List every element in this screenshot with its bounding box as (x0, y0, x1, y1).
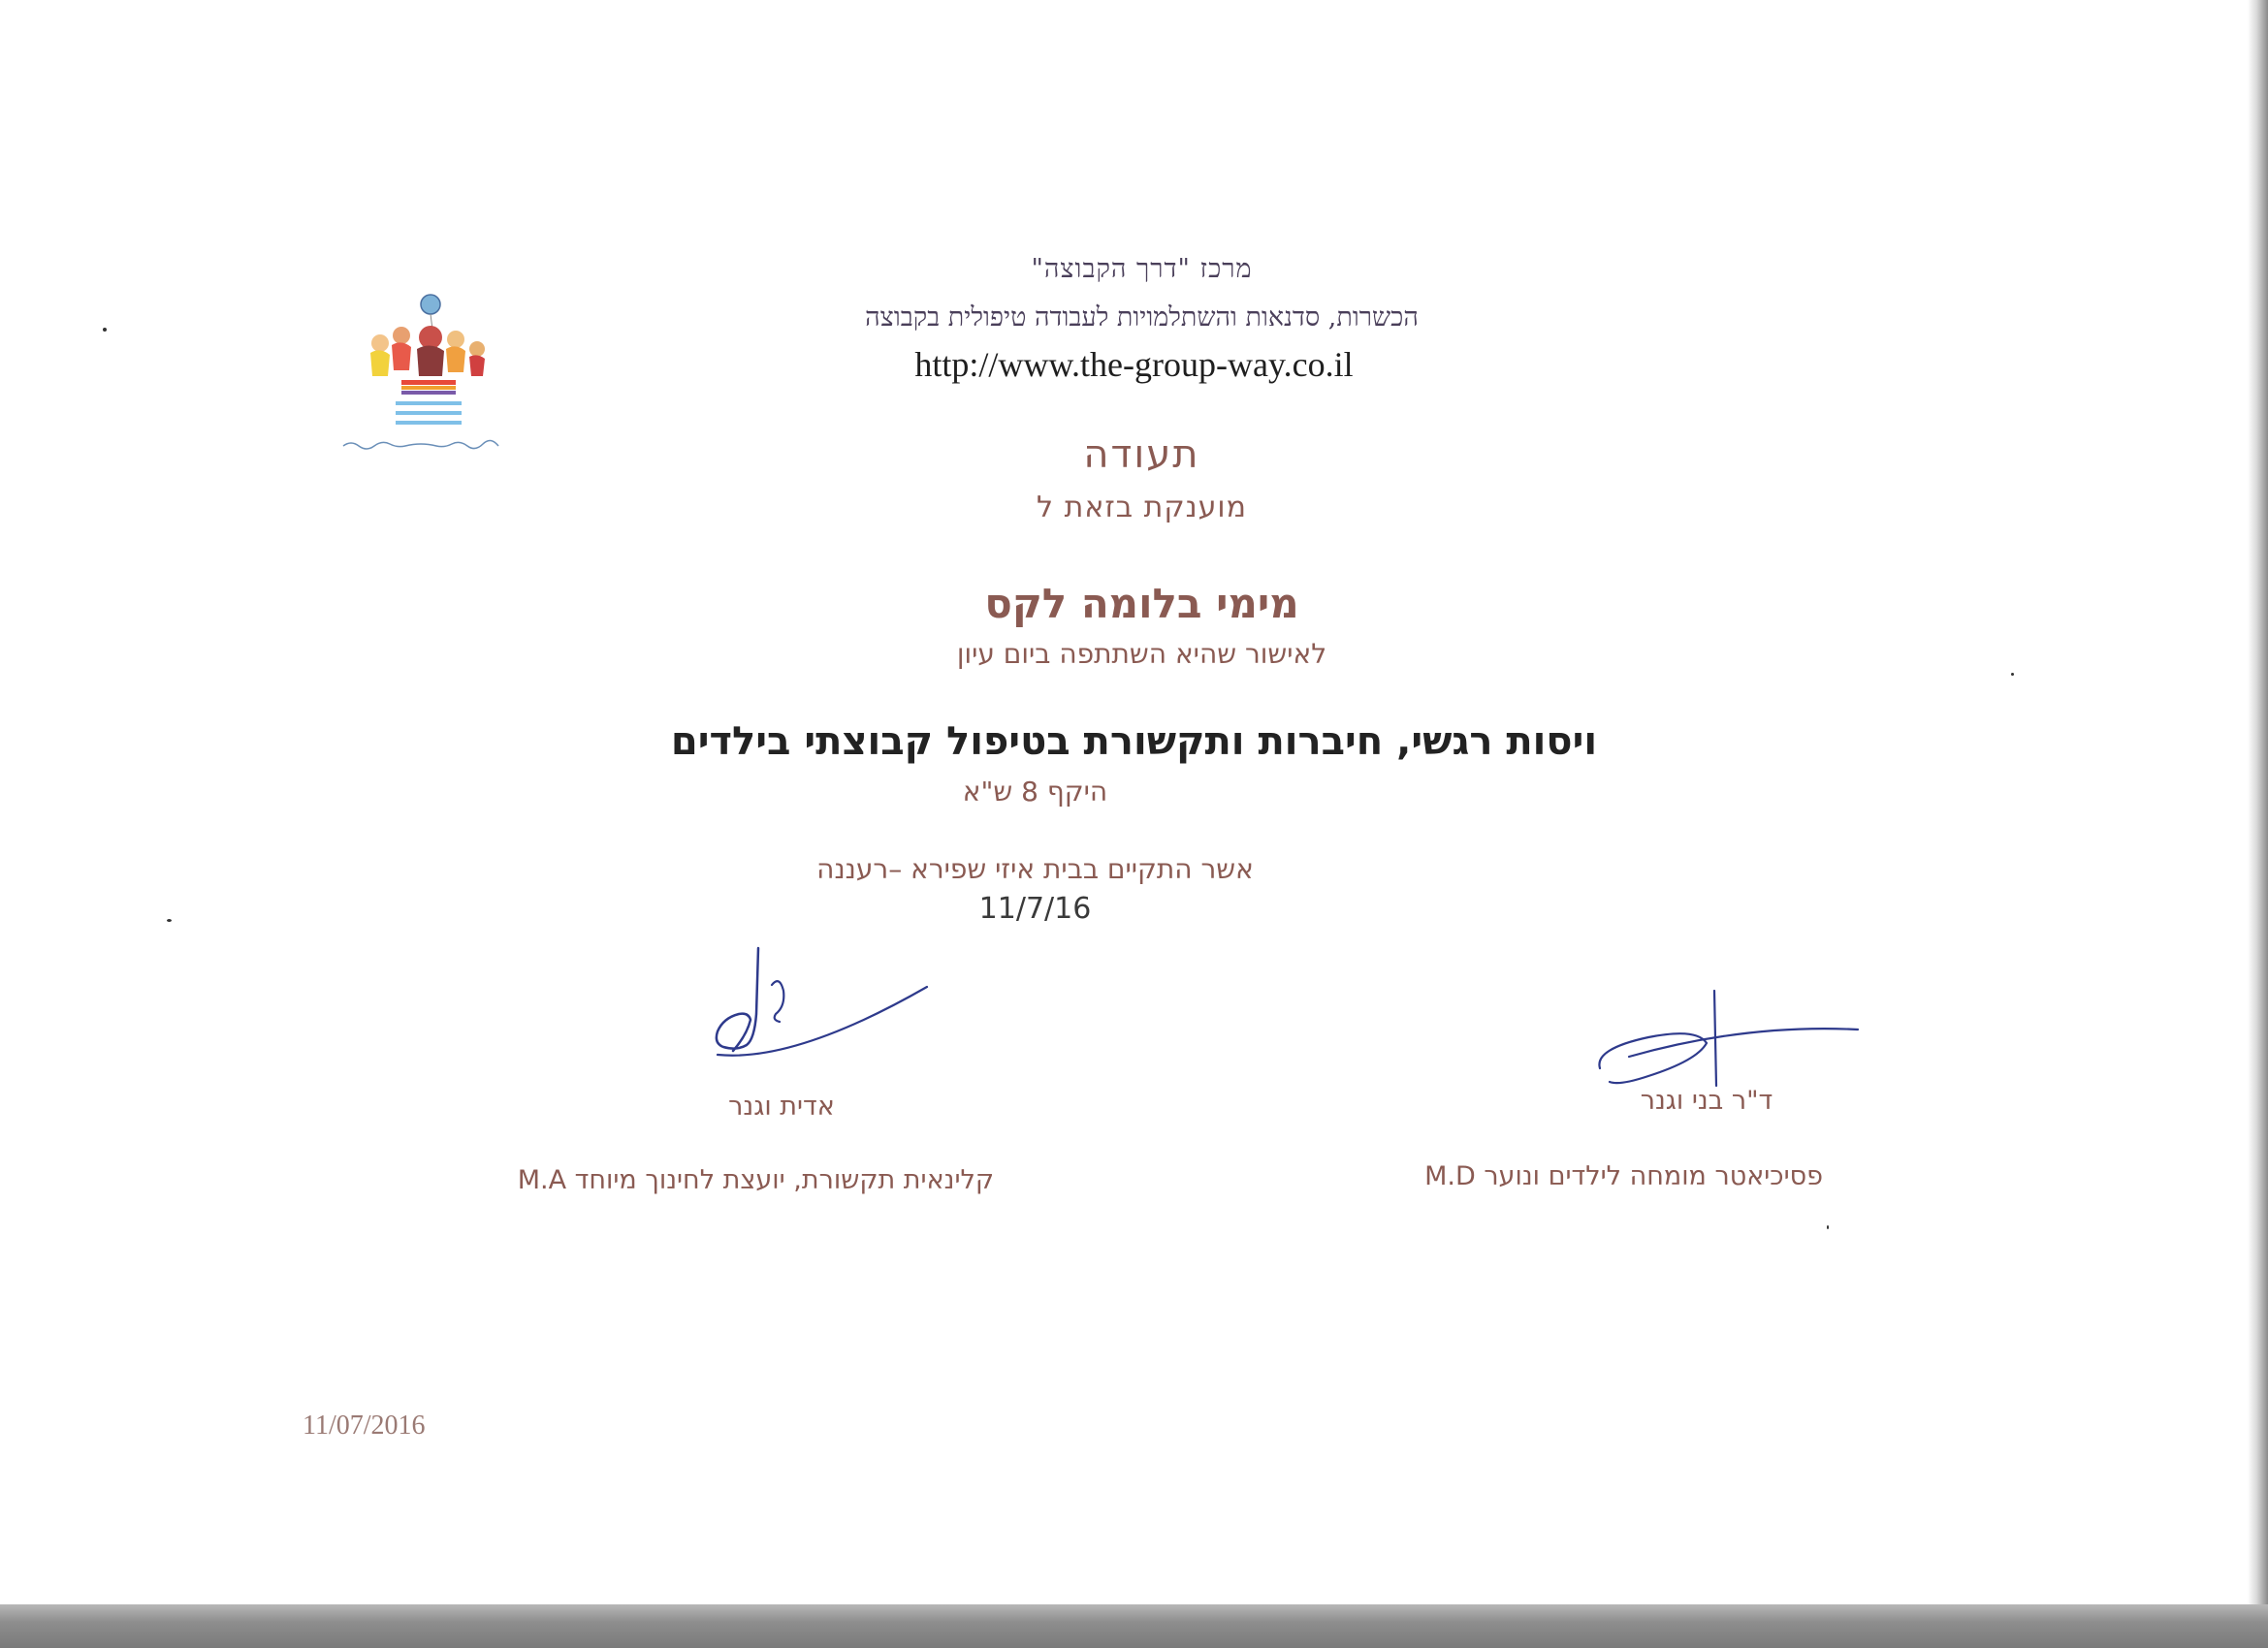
awarded-to-label: מוענקת בזאת ל (1037, 491, 1247, 524)
recipient-name: מימי בלומה לקס (984, 580, 1299, 627)
signature-left (679, 946, 931, 1082)
signatory-left-name: אדית וגנר (728, 1092, 835, 1122)
print-date: 11/07/2016 (303, 1410, 426, 1441)
org-url: http://www.the-group-way.co.il (914, 345, 1354, 384)
org-tagline: הכשרות, סדנאות והשתלמויות לעבודה טיפולית בקבוצה (865, 302, 1419, 333)
signatory-right-role: פסיכיאטר מומחה לילדים ונוער M.D (1424, 1161, 1823, 1191)
signatory-right-name: ד"ר בני וגנר (1640, 1086, 1773, 1116)
scan-speck (103, 328, 107, 332)
event-venue: אשר התקיים בבית איזי שפירא –רעננה (816, 853, 1254, 885)
scan-edge-right (2248, 0, 2268, 1604)
signatory-left-role: קלינאית תקשורת, יועצת לחינוך מיוחד M.A (517, 1165, 994, 1195)
course-title: ויסות רגשי, חיברות ותקשורת בטיפול קבוצתי בילדים (670, 719, 1598, 764)
scan-speck (2011, 673, 2014, 676)
confirmation-text: לאישור שהיא השתתפה ביום עיון (956, 638, 1327, 670)
event-date: 11/7/16 (978, 892, 1092, 926)
scan-speck (167, 919, 172, 922)
scan-edge-bottom (0, 1604, 2268, 1648)
certificate-title: תעודה (1083, 432, 1200, 477)
scan-speck (1827, 1225, 1829, 1229)
course-scope: היקף 8 ש"א (962, 776, 1108, 808)
org-name: מרכז "דרך הקבוצה" (1031, 254, 1253, 284)
signature-right (1590, 989, 1862, 1095)
